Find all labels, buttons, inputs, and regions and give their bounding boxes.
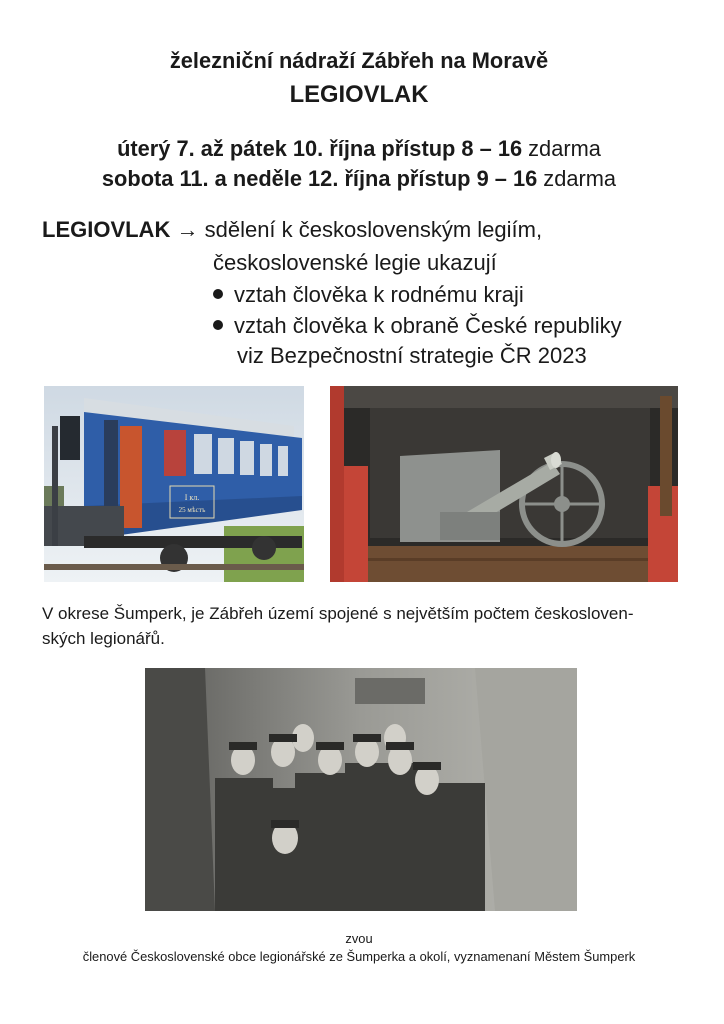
- bullet-text: vztah člověka k rodnému kraji: [234, 282, 524, 307]
- venue-heading: železniční nádraží Zábřeh na Moravě: [169, 48, 549, 73]
- bullet-icon: [213, 320, 223, 330]
- car-seats-label: 25 мѣстъ: [178, 506, 206, 514]
- bullet-icon: [213, 289, 223, 299]
- message-line5: viz Bezpečnostní strategie ČR 2023: [237, 343, 587, 368]
- date-weekend-price: zdarma: [537, 166, 617, 191]
- bullet-item: [213, 313, 622, 339]
- bullet-text: vztah člověka k obraně České republiky: [234, 313, 622, 338]
- invite-word: zvou: [345, 931, 373, 946]
- hosts-line: členové Československé obce legionářské ze Šumperka a okolí, vyznamenaní Městem Šumperk: [82, 949, 636, 964]
- date-weekdays-text: úterý 7. až pátek 10. října přístup 8 – 16: [117, 136, 523, 161]
- message-label: LEGIOVLAK: [42, 217, 171, 242]
- artillery-gun-photo: [330, 386, 678, 582]
- intro-line2: ských legionářů.: [42, 629, 165, 648]
- date-line-weekend: [0, 166, 718, 192]
- message-line2: československé legie ukazují: [213, 250, 497, 275]
- message-line1: sdělení k československým legiím,: [204, 217, 543, 242]
- date-weekdays-price: zdarma: [522, 136, 601, 161]
- poster-title: LEGIOVLAK: [289, 81, 429, 108]
- bullet-item: [213, 282, 524, 308]
- car-class-label: I кл.: [184, 493, 200, 502]
- arrow-icon: →: [176, 217, 199, 242]
- legionnaires-photo: [145, 668, 577, 911]
- intro-line1: V okrese Šumperk, je Zábřeh území spojené s největším počtem českosloven-: [42, 604, 634, 623]
- date-line-weekdays: [0, 136, 718, 162]
- date-weekend-text: sobota 11. a neděle 12. října přístup 9 – 16: [101, 166, 538, 191]
- message-first-line: [42, 217, 542, 243]
- train-car-photo: [44, 386, 304, 582]
